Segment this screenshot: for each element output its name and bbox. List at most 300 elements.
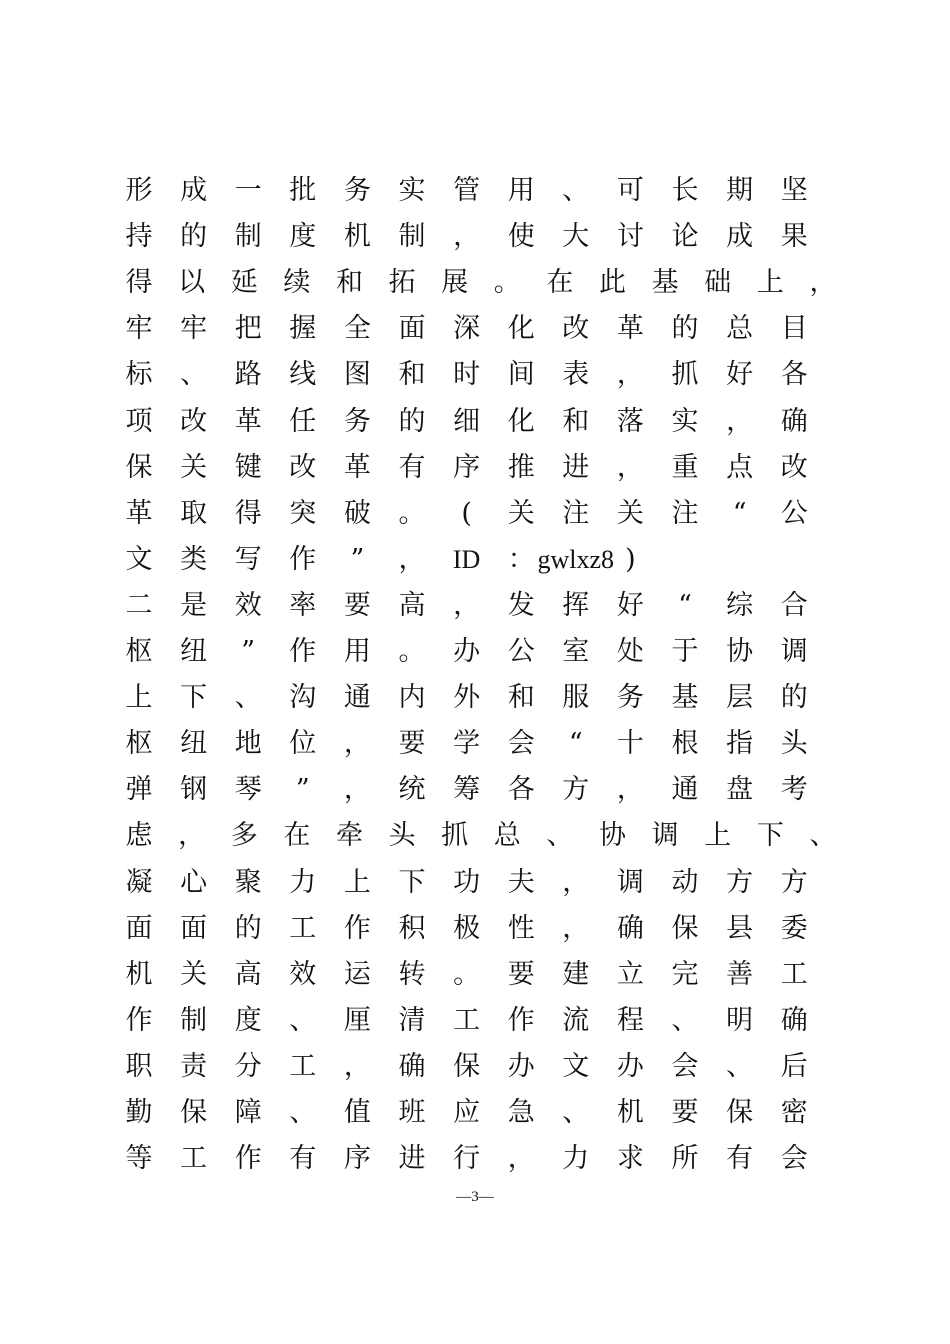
text-glyph: 取 (180, 497, 208, 529)
text-glyph: 重 (671, 451, 699, 483)
text-glyph: 指 (726, 728, 754, 760)
text-line (121, 352, 841, 398)
page-number: —3— (456, 1189, 494, 1205)
text-glyph: 牢 (125, 313, 153, 345)
text-glyph: 通 (671, 774, 699, 806)
text-glyph: ， (453, 221, 481, 253)
text-glyph: ， (616, 774, 644, 806)
text-glyph: 筹 (453, 774, 481, 806)
text-glyph: ， (562, 912, 590, 944)
text-glyph: 抓 (441, 820, 469, 852)
text-glyph: 保 (180, 1097, 208, 1128)
text-glyph: 保 (671, 912, 699, 944)
text-glyph: 要 (343, 589, 371, 621)
text-glyph: 调 (780, 636, 808, 667)
text-glyph: 类 (180, 543, 208, 575)
text-glyph: 、 (809, 820, 837, 852)
text-glyph: 要 (398, 728, 426, 760)
text-glyph: 确 (616, 912, 644, 944)
text-glyph: 地 (234, 728, 262, 760)
text-glyph: 在 (283, 820, 311, 852)
text-line (121, 537, 841, 583)
text-glyph: 层 (726, 682, 754, 714)
text-glyph: ID (452, 544, 481, 574)
text-glyph: 实 (671, 405, 699, 437)
text-glyph: ， (343, 1050, 371, 1082)
text-glyph: 、 (726, 1050, 754, 1082)
text-glyph: 面 (125, 912, 153, 944)
text-glyph: ， (343, 774, 371, 806)
text-glyph: 时 (453, 359, 481, 391)
text-glyph: 大 (562, 221, 590, 253)
text-glyph: 进 (562, 451, 590, 483)
text-glyph: 密 (780, 1097, 808, 1128)
text-glyph: 度 (289, 221, 317, 253)
text-glyph: 和 (398, 359, 426, 391)
text-glyph: 一 (234, 175, 262, 206)
text-glyph: ， (562, 866, 590, 898)
text-glyph: 、 (562, 1097, 590, 1128)
text-glyph: 务 (343, 175, 371, 206)
text-glyph: 破 (343, 497, 371, 529)
text-glyph: 作 (289, 543, 317, 575)
text-glyph: 于 (671, 636, 699, 667)
text-glyph: ， (616, 451, 644, 483)
text-glyph: ， (453, 589, 481, 621)
text-glyph: 确 (780, 1004, 808, 1036)
text-glyph: 任 (289, 405, 317, 437)
text-glyph: “ (568, 728, 583, 760)
text-glyph: 办 (507, 1050, 535, 1082)
text-glyph: 急 (507, 1097, 535, 1128)
text-glyph: 改 (562, 313, 590, 345)
text-glyph: 纽 (180, 728, 208, 760)
text-glyph: 务 (616, 682, 644, 714)
text-glyph: 形 (125, 175, 153, 206)
text-glyph: 实 (398, 175, 426, 206)
text-glyph: 调 (651, 820, 679, 852)
text-glyph: 革 (343, 451, 371, 483)
text-glyph: 机 (343, 221, 371, 253)
text-glyph: 推 (507, 451, 535, 483)
text-glyph: 论 (671, 221, 699, 253)
text-glyph: 下 (398, 866, 426, 898)
text-glyph: 勤 (125, 1097, 153, 1128)
text-glyph: 使 (507, 221, 535, 253)
text-glyph: 成 (726, 221, 754, 253)
text-glyph: 化 (507, 405, 535, 437)
text-glyph: 保 (453, 1050, 481, 1082)
text-glyph: 得 (234, 497, 262, 529)
text-glyph: 上 (343, 866, 371, 898)
text-line (121, 906, 841, 952)
text-glyph: 确 (780, 405, 808, 437)
text-glyph: 作 (343, 912, 371, 944)
text-glyph: 。 (453, 958, 481, 990)
text-glyph: ) (625, 543, 636, 575)
text-glyph: 效 (289, 958, 317, 990)
text-glyph: “ (678, 589, 692, 621)
text-line (121, 813, 841, 859)
text-line (121, 260, 841, 306)
text-glyph: ， (343, 728, 371, 760)
text-glyph: 上 (125, 682, 153, 714)
text-glyph: 头 (780, 728, 808, 760)
text-glyph: 的 (234, 912, 262, 944)
text-glyph: 所 (671, 1143, 699, 1175)
text-glyph: 改 (289, 451, 317, 483)
text-glyph: 表 (562, 359, 590, 391)
text-glyph: 考 (780, 774, 808, 806)
text-glyph: 间 (507, 359, 535, 391)
text-glyph: 基 (651, 267, 679, 299)
text-glyph: ” (295, 774, 310, 806)
text-glyph: 讨 (616, 221, 644, 253)
text-glyph: 通 (343, 682, 371, 714)
text-glyph: ， (616, 359, 644, 391)
text-glyph: 功 (453, 866, 481, 898)
text-glyph: 以 (178, 267, 206, 299)
text-glyph: 心 (180, 866, 208, 898)
text-glyph: 明 (726, 1004, 754, 1036)
text-glyph: 有 (289, 1143, 317, 1175)
text-glyph: ， (809, 267, 837, 299)
text-glyph: 保 (125, 451, 153, 483)
text-glyph: 关 (616, 497, 644, 529)
text-glyph: 作 (125, 1004, 153, 1036)
text-glyph: 工 (780, 958, 808, 990)
text-line (121, 952, 841, 998)
text-glyph: 建 (562, 958, 590, 990)
text-glyph: 学 (453, 728, 481, 760)
text-glyph: 、 (289, 1097, 317, 1128)
text-glyph: 琴 (234, 774, 262, 806)
text-glyph: 持 (125, 221, 153, 253)
text-glyph: 会 (507, 728, 535, 760)
text-glyph: 公 (780, 497, 808, 529)
text-glyph: 制 (180, 1004, 208, 1036)
text-glyph: 运 (343, 958, 371, 990)
text-glyph: 关 (180, 958, 208, 990)
text-line (121, 1090, 841, 1136)
text-glyph: 处 (616, 636, 644, 667)
text-glyph: 面 (180, 912, 208, 944)
text-glyph: 得 (125, 267, 153, 299)
text-glyph: 图 (343, 359, 371, 391)
text-glyph: 效 (234, 589, 262, 621)
text-glyph: 础 (704, 267, 732, 299)
text-glyph: 枢 (125, 728, 153, 760)
text-glyph: 聚 (234, 866, 262, 898)
text-glyph: 制 (234, 221, 262, 253)
text-glyph: 的 (780, 682, 808, 714)
text-glyph: 好 (726, 359, 754, 391)
text-glyph: 调 (616, 866, 644, 898)
text-line (121, 583, 841, 629)
text-glyph: 后 (780, 1050, 808, 1082)
text-glyph: 转 (398, 958, 426, 990)
text-glyph: 、 (180, 359, 208, 391)
text-glyph: 作 (234, 1143, 262, 1175)
text-glyph: 、 (562, 175, 590, 206)
text-glyph: 动 (671, 866, 699, 898)
text-glyph: 用 (507, 175, 535, 206)
text-glyph: 各 (507, 774, 535, 806)
text-line (121, 1044, 841, 1090)
text-glyph: 夫 (507, 866, 535, 898)
text-glyph: 写 (234, 543, 262, 575)
text-glyph: 路 (234, 359, 262, 391)
text-glyph: 握 (289, 313, 317, 345)
text-line (121, 721, 841, 767)
text-glyph: 、 (289, 1004, 317, 1036)
text-glyph: 的 (180, 221, 208, 253)
text-glyph: 值 (343, 1097, 371, 1128)
text-glyph: 度 (234, 1004, 262, 1036)
text-glyph: 改 (180, 405, 208, 437)
text-glyph: 总 (493, 820, 521, 852)
text-glyph: 。 (398, 497, 426, 529)
text-glyph: 和 (507, 682, 535, 714)
text-glyph: 改 (780, 451, 808, 483)
text-line (121, 168, 841, 214)
text-glyph: 外 (453, 682, 481, 714)
text-glyph: ， (507, 1143, 535, 1175)
text-glyph: 应 (453, 1097, 481, 1128)
text-glyph: gwlxz8 (537, 544, 615, 574)
text-glyph: 分 (234, 1050, 262, 1082)
text-glyph: 文 (562, 1050, 590, 1082)
text-glyph: 落 (616, 405, 644, 437)
text-glyph: 、 (671, 1004, 699, 1036)
text-glyph: 成 (180, 175, 208, 206)
text-glyph: 合 (780, 589, 808, 621)
text-glyph: 确 (398, 1050, 426, 1082)
text-glyph: 抓 (671, 359, 699, 391)
text-glyph: 障 (234, 1097, 262, 1128)
text-glyph: 标 (125, 359, 153, 391)
text-glyph: 和 (562, 405, 590, 437)
text-glyph: 办 (616, 1050, 644, 1082)
text-glyph: 拓 (388, 267, 416, 299)
text-glyph: 进 (398, 1143, 426, 1175)
text-glyph: 序 (343, 1143, 371, 1175)
text-glyph: 工 (453, 1004, 481, 1036)
text-glyph: 注 (562, 497, 590, 529)
text-glyph: 完 (671, 958, 699, 990)
text-glyph: 机 (125, 958, 153, 990)
text-glyph: 目 (780, 313, 808, 345)
text-glyph: 清 (398, 1004, 426, 1036)
text-glyph: 有 (726, 1143, 754, 1175)
text-glyph: 下 (180, 682, 208, 714)
text-glyph: 务 (343, 405, 371, 437)
text-glyph: 键 (234, 451, 262, 483)
text-glyph: 综 (726, 589, 754, 621)
text-glyph: 服 (562, 682, 590, 714)
text-glyph: 期 (726, 175, 754, 206)
text-glyph: 班 (398, 1097, 426, 1128)
text-glyph: 好 (616, 589, 644, 621)
text-glyph: 委 (780, 912, 808, 944)
text-glyph: 批 (289, 175, 317, 206)
text-glyph: 牵 (335, 820, 363, 852)
text-glyph: 性 (507, 912, 535, 944)
text-glyph: 极 (453, 912, 481, 944)
text-glyph: 。 (398, 636, 426, 667)
text-glyph: 方 (780, 866, 808, 898)
text-glyph: 要 (507, 958, 535, 990)
text-glyph: 和 (335, 267, 363, 299)
text-glyph: 基 (671, 682, 699, 714)
text-glyph: 力 (562, 1143, 590, 1175)
text-glyph: 可 (616, 175, 644, 206)
text-glyph: 机 (616, 1097, 644, 1128)
text-line (121, 306, 841, 352)
text-line (121, 860, 841, 906)
text-glyph: 线 (289, 359, 317, 391)
text-glyph: 革 (234, 405, 262, 437)
text-glyph: 坚 (780, 175, 808, 206)
text-glyph: 果 (780, 221, 808, 253)
text-glyph: ” (241, 636, 256, 667)
text-glyph: 职 (125, 1050, 153, 1082)
text-glyph: 把 (234, 313, 262, 345)
text-glyph: 关 (507, 497, 535, 529)
text-glyph: 在 (546, 267, 574, 299)
text-glyph: 率 (289, 589, 317, 621)
text-glyph: ， (398, 543, 426, 575)
text-glyph: 多 (230, 820, 258, 852)
text-glyph: 责 (180, 1050, 208, 1082)
text-glyph: 方 (562, 774, 590, 806)
text-glyph: 上 (756, 267, 784, 299)
text-glyph: “ (732, 497, 747, 529)
text-glyph: ” (350, 543, 365, 575)
text-glyph: 有 (398, 451, 426, 483)
text-glyph: 保 (726, 1097, 754, 1128)
text-glyph: 弹 (125, 774, 153, 806)
text-glyph: 序 (453, 451, 481, 483)
text-glyph: 牢 (180, 313, 208, 345)
text-glyph: 枢 (125, 636, 153, 667)
text-glyph: 工 (289, 1050, 317, 1082)
text-glyph: 虑 (125, 820, 153, 852)
text-glyph: 文 (125, 543, 153, 575)
text-glyph: 各 (780, 359, 808, 391)
text-glyph: 高 (234, 958, 262, 990)
text-glyph: 程 (616, 1004, 644, 1036)
text-glyph: 立 (616, 958, 644, 990)
text-glyph: 十 (616, 728, 644, 760)
text-glyph: 流 (562, 1004, 590, 1036)
text-glyph: 发 (507, 589, 535, 621)
text-glyph: 化 (507, 313, 535, 345)
text-glyph: 钢 (180, 774, 208, 806)
text-glyph: 头 (388, 820, 416, 852)
text-glyph: 位 (289, 728, 317, 760)
text-glyph: 高 (398, 589, 426, 621)
text-glyph: 根 (671, 728, 699, 760)
text-glyph: 延 (230, 267, 258, 299)
text-glyph: 作 (507, 1004, 535, 1036)
text-glyph: 突 (289, 497, 317, 529)
text-line (121, 491, 841, 537)
text-glyph: 盘 (726, 774, 754, 806)
text-glyph: 厘 (343, 1004, 371, 1036)
text-glyph: 、 (234, 682, 262, 714)
text-glyph: ： (507, 543, 535, 575)
text-glyph: 求 (616, 1143, 644, 1175)
text-glyph: 的 (671, 313, 699, 345)
text-glyph: 统 (398, 774, 426, 806)
text-glyph: 续 (283, 267, 311, 299)
text-glyph: 力 (289, 866, 317, 898)
text-glyph: 细 (453, 405, 481, 437)
text-glyph: 用 (343, 636, 371, 667)
text-glyph: 积 (398, 912, 426, 944)
text-glyph: ， (726, 405, 754, 437)
text-glyph: 下 (756, 820, 784, 852)
text-glyph: 工 (289, 912, 317, 944)
text-glyph: 要 (671, 1097, 699, 1128)
text-glyph: 凝 (125, 866, 153, 898)
text-glyph: 会 (780, 1143, 808, 1175)
text-line (121, 445, 841, 491)
text-glyph: 县 (726, 912, 754, 944)
text-glyph: 纽 (180, 636, 208, 667)
text-glyph: ( (461, 497, 472, 529)
text-glyph: 、 (546, 820, 574, 852)
text-glyph: 的 (398, 405, 426, 437)
text-glyph: 面 (398, 313, 426, 345)
text-glyph: 善 (726, 958, 754, 990)
text-glyph: 制 (398, 221, 426, 253)
text-line (121, 399, 841, 445)
text-glyph: 注 (671, 497, 699, 529)
text-line (121, 629, 841, 675)
text-glyph: 作 (289, 636, 317, 667)
text-glyph: 长 (671, 175, 699, 206)
text-glyph: 展 (441, 267, 469, 299)
text-glyph: 工 (180, 1143, 208, 1175)
text-glyph: 总 (726, 313, 754, 345)
text-glyph: 办 (453, 636, 481, 667)
text-glyph: 二 (125, 589, 153, 621)
text-glyph: ， (178, 820, 206, 852)
text-line (121, 998, 841, 1044)
text-glyph: 全 (343, 313, 371, 345)
text-glyph: 深 (453, 313, 481, 345)
text-glyph: 沟 (289, 682, 317, 714)
text-glyph: 协 (599, 820, 627, 852)
text-glyph: 上 (704, 820, 732, 852)
text-glyph: 革 (616, 313, 644, 345)
text-glyph: 室 (562, 636, 590, 667)
text-glyph: 革 (125, 497, 153, 529)
text-glyph: 点 (726, 451, 754, 483)
text-glyph: 此 (599, 267, 627, 299)
text-line (121, 767, 841, 813)
text-glyph: 关 (180, 451, 208, 483)
text-glyph: 项 (125, 405, 153, 437)
text-glyph: 是 (180, 589, 208, 621)
text-glyph: 。 (493, 267, 521, 299)
text-glyph: 挥 (562, 589, 590, 621)
text-glyph: 会 (671, 1050, 699, 1082)
text-glyph: 管 (453, 175, 481, 206)
text-glyph: 等 (125, 1143, 153, 1175)
